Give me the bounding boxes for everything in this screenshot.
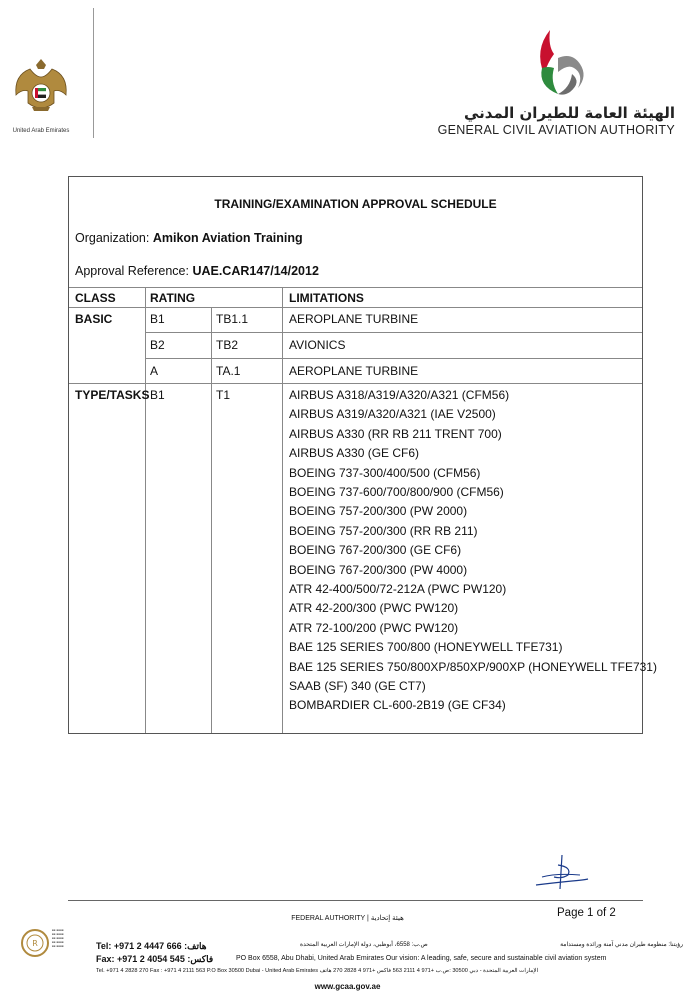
footer-dubai-office: Tel. +971 4 2828 270 Fax : +971 4 2111 563 P.O Box 30500 Dubai - United Arab Emirates الإمارات العربية المتحدة - دبي 30500 :ص.ب +971 4 2111 563 فاكس +971 4 2828 270 هاتف bbox=[96, 968, 539, 974]
rule-class-rating bbox=[145, 287, 146, 733]
header-limitations: LIMITATIONS bbox=[289, 291, 364, 305]
uae-falcon-emblem bbox=[10, 55, 72, 117]
rule-rating-code bbox=[211, 307, 212, 733]
type-limitation-item: AIRBUS A318/A319/A320/A321 (CFM56) bbox=[289, 388, 510, 402]
header-divider bbox=[93, 8, 94, 138]
organization-label: Organization: bbox=[75, 231, 150, 245]
basic-limitation: AEROPLANE TURBINE bbox=[289, 312, 419, 326]
type-limitation-item: BAE 125 SERIES 750/800XP/850XP/900XP (HONEYWELL TFE731) bbox=[289, 659, 657, 674]
rule-basic-b2 bbox=[145, 358, 642, 359]
basic-code: TB1.1 bbox=[216, 312, 249, 326]
class-basic: BASIC bbox=[75, 312, 113, 326]
type-limitation-item: ATR 72-100/200 (PWC PW120) bbox=[289, 620, 459, 635]
type-tasks-rating: B1 bbox=[150, 388, 165, 402]
organization-line bbox=[75, 231, 303, 245]
type-limitation-item: SAAB (SF) 340 (GE CT7) bbox=[289, 679, 426, 693]
type-limitation-item: BOEING 757-200/300 (RR RB 211) bbox=[289, 523, 478, 538]
certification-seal bbox=[20, 928, 50, 958]
type-limitation-item: BAE 125 SERIES 700/800 (HONEYWELL TFE731) bbox=[289, 640, 563, 655]
basic-limitation: AEROPLANE TURBINE bbox=[289, 364, 419, 378]
type-limitation-item: ATR 42-400/500/72-212A (PWC PW120) bbox=[289, 582, 507, 596]
organization-value: Amikon Aviation Training bbox=[152, 231, 303, 245]
approval-reference-value: UAE.CAR147/14/2012 bbox=[192, 264, 319, 278]
footer-telephone: Tel: +971 2 4447 666 :هاتف bbox=[96, 941, 207, 951]
type-limitation-item: AIRBUS A330 (GE CF6) bbox=[289, 446, 420, 461]
document-title: TRAINING/EXAMINATION APPROVAL SCHEDULE bbox=[214, 197, 497, 211]
type-tasks-code: T1 bbox=[216, 388, 231, 402]
gcaa-logo bbox=[528, 28, 596, 106]
rule-header-bottom bbox=[69, 307, 642, 308]
svg-text:R: R bbox=[32, 939, 38, 948]
type-limitation-item: BOEING 767-200/300 (GE CF6) bbox=[289, 543, 462, 558]
header-rating: RATING bbox=[150, 291, 196, 305]
footer-vision-arabic: رؤيتنا: منظومة طيران مدني آمنة ورائدة ومستدامة bbox=[560, 942, 683, 948]
type-limitation-item: BOEING 767-200/300 (PW 4000) bbox=[289, 562, 468, 577]
footer-address: PO Box 6558, Abu Dhabi, United Arab Emirates Our vision: A leading, safe, secure and sustainable civil aviation system bbox=[236, 955, 607, 962]
type-limitation-item: BOEING 737-300/400/500 (CFM56) bbox=[289, 465, 481, 480]
rule-basic-end bbox=[69, 383, 642, 384]
gcaa-name-english: GENERAL CIVIL AVIATION AUTHORITY bbox=[437, 123, 675, 137]
rule-header-top bbox=[69, 287, 642, 288]
type-limitation-item: BOEING 737-600/700/800/900 (CFM56) bbox=[289, 485, 504, 499]
signature bbox=[532, 853, 592, 893]
footer-fax: Fax: +971 2 4054 545 :فاكس bbox=[96, 954, 214, 964]
basic-limitation: AVIONICS bbox=[289, 338, 346, 352]
header-class: CLASS bbox=[75, 291, 116, 305]
basic-rating: A bbox=[150, 364, 159, 378]
rule-code-limitations bbox=[282, 287, 283, 733]
approval-reference-line bbox=[75, 264, 319, 278]
basic-rating: B1 bbox=[150, 312, 165, 326]
type-limitation-item: AIRBUS A330 (RR RB 211 TRENT 700) bbox=[289, 426, 502, 441]
federal-authority-label: FEDERAL AUTHORITY | هيئة إتحادية bbox=[291, 915, 404, 922]
type-limitation-item: BOMBARDIER CL-600-2B19 (GE CF34) bbox=[289, 698, 506, 713]
type-limitation-item: ATR 42-200/300 (PWC PW120) bbox=[289, 601, 459, 616]
approval-schedule-table bbox=[68, 176, 657, 734]
emblem-caption: United Arab Emirates bbox=[12, 128, 70, 134]
footer-rule bbox=[68, 900, 643, 901]
type-limitation-item: BOEING 757-200/300 (PW 2000) bbox=[289, 504, 468, 519]
rule-basic-b1 bbox=[145, 332, 642, 333]
page-number: Page 1 of 2 bbox=[557, 907, 616, 919]
approval-reference-label: Approval Reference: bbox=[75, 264, 189, 278]
type-limitation-item: AIRBUS A319/A320/A321 (IAE V2500) bbox=[289, 407, 496, 422]
gcaa-name-arabic: الهيئة العامة للطيران المدني bbox=[463, 104, 675, 122]
footer-website-link[interactable]: www.gcaa.gov.ae bbox=[314, 982, 381, 991]
basic-code: TB2 bbox=[216, 338, 239, 352]
footer-address-arabic: ص.ب: 6558، أبوظبي، دولة الإمارات العربية المتحدة bbox=[300, 942, 428, 948]
basic-code: TA.1 bbox=[216, 364, 241, 378]
basic-rating: B2 bbox=[150, 338, 165, 352]
seal-text: ■■ ■■■■ ■■ ■■■■ ■■ ■■■■ ■■ ■■■■ ■■ ■■■■ bbox=[52, 928, 64, 948]
class-type-tasks: TYPE/TASKS bbox=[75, 388, 150, 402]
